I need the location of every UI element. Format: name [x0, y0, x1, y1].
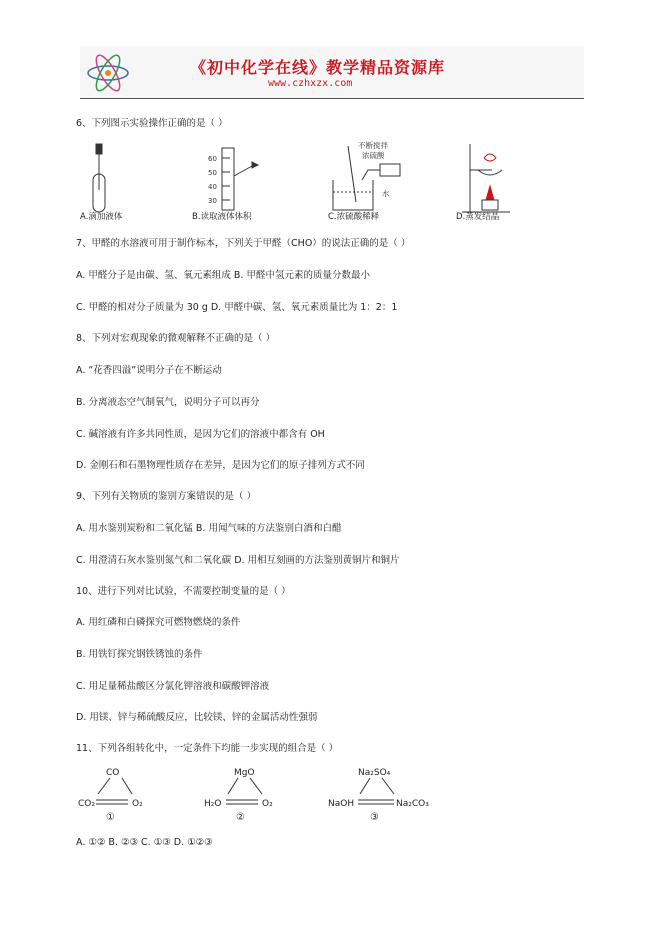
question-10-option-c: C. 用足量稀盐酸区分氯化钾溶液和碳酸钾溶液	[76, 681, 270, 692]
question-8-option-a: A. “花香四溢”说明分子在不断运动	[76, 365, 222, 376]
question-11-options: A. ①② B. ②③ C. ①③ D. ①②③	[76, 837, 213, 848]
t1-right: O₂	[132, 799, 143, 809]
graduated-cylinder-icon	[222, 148, 258, 210]
t2-left: H₂O	[204, 799, 222, 809]
caption-a: A.滴加液体	[80, 212, 123, 222]
b-label-30: 30	[208, 197, 217, 205]
question-7-option-cd: C. 甲醛的相对分子质量为 30 g D. 甲醛中碳、氢、氧元素质量比为 1：2：1	[76, 302, 398, 313]
atom-logo-icon	[84, 52, 132, 94]
question-9-option-cd: C. 用澄清石灰水鉴别氮气和二氧化碳 D. 用相互刻画的方法鉴别黄铜片和铜片	[76, 555, 400, 566]
t3-right: Na₂CO₃	[396, 799, 429, 809]
b-label-40: 40	[208, 183, 217, 191]
t1-num: ①	[106, 812, 115, 823]
header-url: www.czhxzx.com	[268, 78, 353, 89]
question-11-stem: 11、下列各组转化中，一定条件下均能一步实现的组合是（ ）	[76, 743, 339, 754]
t3-top: Na₂SO₄	[358, 768, 391, 778]
dropper-testtube-icon	[93, 144, 105, 212]
question-10-stem: 10、进行下列对比试验，不需要控制变量的是（ ）	[76, 586, 291, 597]
c-label-acid: 浓硫酸	[362, 151, 385, 160]
t2-top: MgO	[234, 768, 255, 778]
c-label-stir: 不断搅拌	[358, 141, 388, 150]
question-8-option-b: B. 分离液态空气制氧气，说明分子可以再分	[76, 397, 260, 408]
q11-figure	[76, 764, 436, 824]
question-9-option-ab: A. 用水鉴别炭粉和二氧化锰 B. 用闻气味的方法鉴别白酒和白醋	[76, 523, 342, 534]
q6-figure	[80, 140, 540, 224]
question-9-stem: 9、下列有关物质的鉴别方案错误的是（ ）	[76, 491, 257, 502]
question-7-option-ab: A. 甲醛分子是由碳、氢、氧元素组成 B. 甲醛中氢元素的质量分数最小	[76, 270, 370, 281]
t2-num: ②	[236, 812, 245, 823]
t3-num: ③	[370, 812, 379, 823]
evaporation-stand-icon	[462, 144, 510, 212]
question-10-option-a: A. 用红磷和白磷探究可燃物燃烧的条件	[76, 617, 241, 628]
b-label-50: 50	[208, 169, 217, 177]
header-title: 《初中化学在线》教学精品资源库	[190, 58, 446, 77]
question-10-option-b: B. 用铁钉探究钢铁锈蚀的条件	[76, 649, 203, 660]
question-10-option-d: D. 用镁、锌与稀硫酸反应，比较镁、锌的金属活动性强弱	[76, 712, 318, 723]
question-6-stem: 6、下列图示实验操作正确的是（ ）	[76, 118, 228, 129]
q11-triangles	[76, 764, 436, 824]
t1-left: CO₂	[78, 799, 95, 809]
question-8-option-d: D. 金刚石和石墨物理性质存在差异，是因为它们的原子排列方式不同	[76, 460, 365, 471]
caption-b: B.读取液体体积	[192, 212, 252, 222]
caption-d: D.蒸发结晶	[456, 212, 500, 222]
t2-right: O₂	[262, 799, 273, 809]
question-7-stem: 7、甲醛的水溶液可用于制作标本，下列关于甲醛（CHO）的说法正确的是（ ）	[76, 238, 411, 249]
t1-top: CO	[106, 768, 120, 778]
caption-c: C.浓硫酸稀释	[328, 212, 380, 222]
question-8-option-c: C. 碱溶液有许多共同性质，是因为它们的溶液中都含有 OH	[76, 429, 325, 440]
question-8-stem: 8、下列对宏观现象的微观解释不正确的是（ ）	[76, 333, 276, 344]
c-label-water: 水	[382, 189, 390, 198]
t3-left: NaOH	[328, 799, 355, 809]
b-label-60: 60	[208, 155, 217, 163]
